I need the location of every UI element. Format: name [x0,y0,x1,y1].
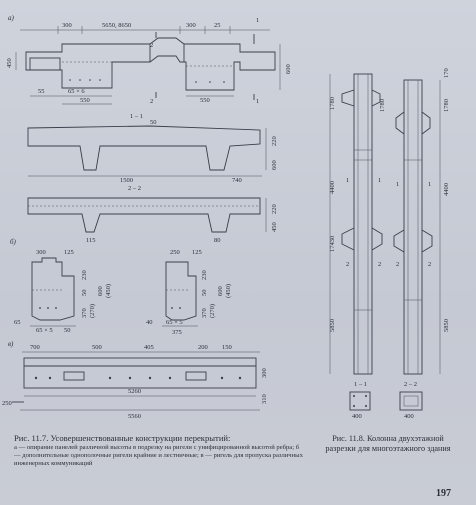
fig117-b-right-40: 40 [146,319,153,326]
fig118-caption: Рис. 11.8. Колонна двухэтажной разрезки для многоэтажного здания [325,434,451,453]
fig117-a-dim-span: 5650, 8650 [102,22,132,29]
fig118-right-400: 400 [404,413,414,420]
section2-title: 2 – 2 [128,185,141,192]
fig118-right-column [394,68,450,420]
fig117-v-dim5560: 5560 [128,413,141,420]
fig117-caption-body: а — опирание панелей различной высоты в подрезку на ригели с унифицированной высотой ребра; б — дополнительные однополочные ригели крайние и лестничные; в — ригель для пропуска различных инженерных коммуникаций [14,443,303,467]
fig117-v-h310: 310 [261,394,268,404]
fig118-right-1780: 1780 [443,99,450,112]
fig117-a-dim-300b: 300 [186,22,196,29]
fig117-b-right-65x5: 65 × 5 [166,319,183,326]
fig118-right-mark2: 2 [396,261,400,268]
fig117-b-right-h450: (450) [225,283,232,298]
section1-h220: 220 [271,136,278,146]
fig118-left-mark1b: 1 [378,177,382,184]
fig118-left-17430: 17430 [329,235,336,252]
fig117-a-drawing [6,14,292,105]
fig118-left-5850: 5850 [329,319,336,332]
fig117-v-dim200: 200 [198,344,208,351]
fig117-v-h300: 300 [261,368,268,378]
fig117-a-dim-25: 25 [214,22,221,29]
fig118-left-mark1: 1 [346,177,350,184]
fig117-a-mark1: 1 [256,17,260,24]
fig117-a-mark2b: 2 [150,98,154,105]
fig117-b-left-65: 65 [14,319,21,326]
fig117-b-right-250: 250 [170,249,180,256]
fig118-right-4400: 4400 [443,183,450,196]
fig117-a-dim65x6: 65 × 6 [68,88,85,95]
fig117-a-mark1b: 1 [256,98,260,105]
fig117-b-left-h370: 370 [81,308,88,318]
section1-h600: 600 [271,160,278,170]
fig117-b-left-h230: 230 [81,270,88,280]
fig118-left-mark2: 2 [346,261,350,268]
fig118-right-mark1: 1 [396,181,400,188]
section1-dim50: 50 [150,119,157,126]
fig117-b-left-h450: (450) [105,283,112,298]
fig117-v-dim250: 250 [2,400,12,407]
fig117-a-dim550a: 550 [80,97,90,104]
fig117-b-drawing [10,238,232,336]
fig117-a-dim-300a: 300 [62,22,72,29]
fig117-b-right-h600: 600 [217,286,224,296]
fig118-right-mark2b: 2 [428,261,432,268]
page-number: 197 [436,488,451,499]
fig117-b-label: б) [10,238,16,246]
fig118-left-1780: 1780 [329,97,336,110]
fig117-section1-drawing [28,113,278,184]
fig117-a-mark2: 2 [150,42,154,49]
section2-h220: 220 [271,204,278,214]
fig118-left-4400: 4400 [329,181,336,194]
fig118-left-400: 400 [352,413,362,420]
fig117-b-right-h50: 50 [201,289,208,296]
fig117-b-left-h270: (270) [89,303,96,318]
fig117-b-left-h600: 600 [97,286,104,296]
section2-h450: 450 [271,222,278,232]
fig117-a-label: a) [8,14,14,22]
fig117-a-h450: 450 [6,58,13,68]
section1-dim740: 740 [232,177,242,184]
fig117-b-left-h50: 50 [81,289,88,296]
fig117-v-label: в) [8,340,14,348]
fig117-v-dim700: 700 [30,344,40,351]
section1-dim1500: 1500 [120,177,133,184]
fig118-left-column [329,74,386,420]
fig117-b-left-50: 50 [64,327,71,334]
fig118-left-mark2b: 2 [378,261,382,268]
fig117-b-left-125: 125 [64,249,74,256]
fig118-left-section: 1 – 1 [354,381,367,388]
fig117-b-left-65x5: 65 × 5 [36,327,53,334]
fig117-v-dim5260: 5260 [128,388,141,395]
section1-title: 1 – 1 [130,113,143,120]
fig117-caption [14,434,304,468]
fig117-v-dim500: 500 [92,344,102,351]
fig117-v-drawing [2,340,268,420]
fig117-section2-drawing [28,185,278,244]
fig117-b-right-h230: 230 [201,270,208,280]
section2-dim80: 80 [214,237,221,244]
fig117-a-h600: 600 [285,64,292,74]
fig117-b-right-125: 125 [192,249,202,256]
fig118-right-mark1b: 1 [428,181,432,188]
fig117-b-right-h270: (270) [209,303,216,318]
fig117-b-right-375: 375 [172,329,182,336]
fig117-a-dim55: 55 [38,88,45,95]
fig118-right-5850: 5850 [443,319,450,332]
fig117-b-right-h370: 370 [201,308,208,318]
fig118-left-1780b: 1780 [379,99,386,112]
fig117-caption-title: Рис. 11.7. Усовершенствованные конструкции перекрытий: [14,433,231,443]
fig117-a-dim550b: 550 [200,97,210,104]
fig117-v-dim150: 150 [222,344,232,351]
fig118-right-section: 2 – 2 [404,381,417,388]
fig118-right-170: 170 [443,68,450,78]
fig117-v-dim405: 405 [144,344,154,351]
fig117-b-left-300: 300 [36,249,46,256]
section2-dim115: 115 [86,237,96,244]
